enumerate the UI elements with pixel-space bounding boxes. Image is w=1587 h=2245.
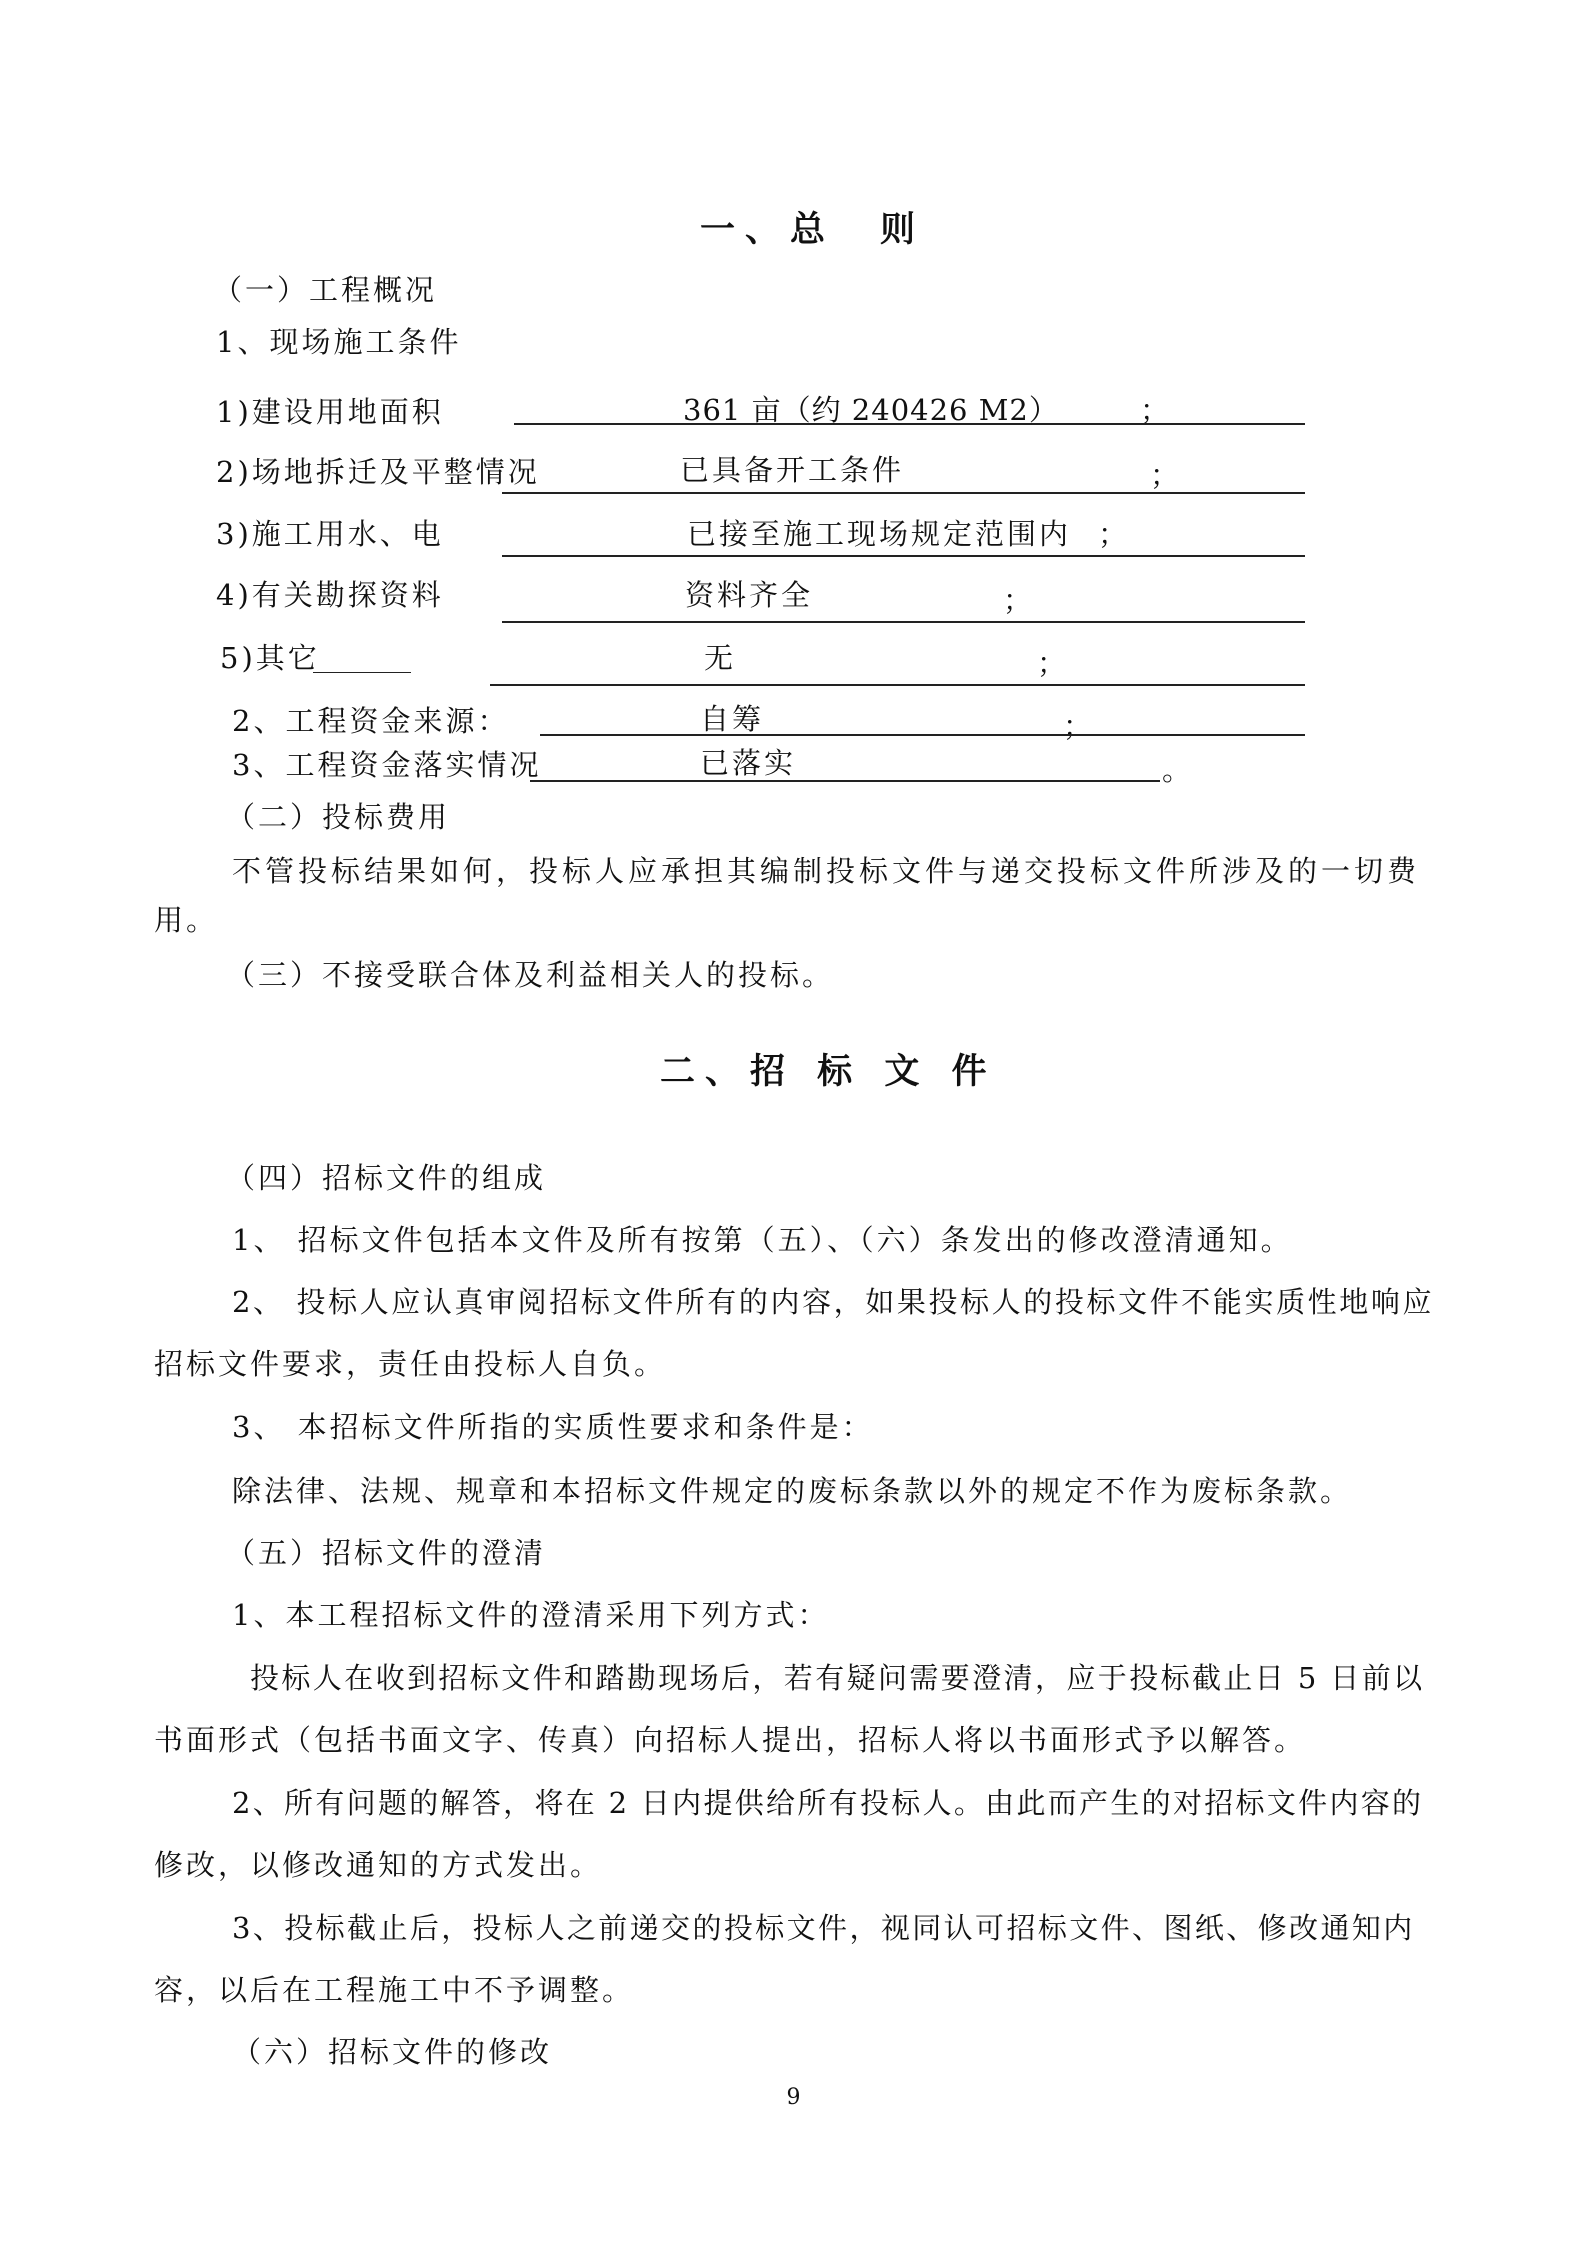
underline-water-power: [502, 555, 1305, 557]
row-label-site-clearing: 2)场地拆迁及平整情况: [216, 455, 540, 489]
row-value-land-area: 361 亩（约 240426 M2）: [683, 393, 1059, 427]
section2-title: 二、招 标 文 件: [660, 1052, 997, 1092]
item-funding-status-end: 。: [1162, 753, 1195, 787]
row-value-other: 无: [704, 641, 737, 675]
row-end-other: ；: [1037, 646, 1070, 680]
paragraph-line: 3、 本招标文件所指的实质性要求和条件是：: [232, 1410, 874, 1444]
item-funding-status-value: 已落实: [700, 746, 797, 780]
item-site-conditions: 1、现场施工条件: [216, 325, 462, 359]
row-value-water-power: 已接至施工现场规定范围内: [687, 517, 1072, 551]
underline-land-area: [514, 423, 1305, 425]
underline-other-short: [313, 672, 411, 673]
page-number: 9: [786, 2085, 801, 2110]
row-end-survey-data: ；: [1003, 583, 1036, 617]
row-value-site-clearing: 已具备开工条件: [680, 453, 905, 487]
row-value-survey-data: 资料齐全: [685, 578, 814, 612]
paragraph-line: 1、本工程招标文件的澄清采用下列方式：: [232, 1598, 830, 1632]
underline-other: [490, 684, 1305, 686]
item-funding-source-end: ；: [1063, 709, 1096, 743]
paragraph-line: 书面形式（包括书面文字、传真）向招标人提出，招标人将以书面形式予以解答。: [154, 1723, 1307, 1757]
paragraph-bid-costs-2: 用。: [154, 903, 219, 937]
underline-funding-status: [530, 780, 1160, 782]
paragraph-line: 2、所有问题的解答，将在 2 日内提供给所有投标人。由此而产生的对招标文件内容的: [232, 1786, 1424, 1820]
item-funding-source-label: 2、工程资金来源：: [232, 704, 510, 738]
row-label-survey-data: 4)有关勘探资料: [216, 578, 444, 612]
subheading-no-consortium: （三）不接受联合体及利益相关人的投标。: [226, 958, 835, 992]
row-end-site-clearing: ；: [1150, 458, 1183, 492]
subheading-doc-composition: （四）招标文件的组成: [226, 1161, 547, 1195]
row-end-water-power: ；: [1098, 517, 1131, 551]
paragraph-line: 3、投标截止后，投标人之前递交的投标文件，视同认可招标文件、图纸、修改通知内: [232, 1911, 1415, 1945]
item-funding-source-value: 自筹: [700, 702, 765, 736]
underline-site-clearing: [502, 492, 1305, 494]
row-label-water-power: 3)施工用水、电: [216, 517, 444, 551]
subheading-bid-costs: （二）投标费用: [226, 800, 451, 834]
paragraph-line: 修改，以修改通知的方式发出。: [154, 1848, 603, 1882]
subheading-project-overview: （一）工程概况: [213, 273, 438, 307]
paragraph-line: 除法律、法规、规章和本招标文件规定的废标条款以外的规定不作为废标条款。: [232, 1474, 1353, 1508]
paragraph-line: 投标人在收到招标文件和踏勘现场后，若有疑问需要澄清，应于投标截止日 5 日前以: [250, 1661, 1425, 1695]
paragraph-line: 2、 投标人应认真审阅招标文件所有的内容，如果投标人的投标文件不能实质性地响应: [232, 1285, 1435, 1319]
item-funding-status-label: 3、工程资金落实情况: [232, 748, 542, 782]
paragraph-bid-costs-1: 不管投标结果如何，投标人应承担其编制投标文件与递交投标文件所涉及的一切费: [232, 854, 1421, 888]
subheading-doc-clarification: （五）招标文件的澄清: [226, 1536, 547, 1570]
paragraph-line: 1、 招标文件包括本文件及所有按第（五）、（六）条发出的修改澄清通知。: [232, 1223, 1293, 1257]
row-end-land-area: ；: [1140, 393, 1173, 427]
subheading-doc-modification: （六）招标文件的修改: [232, 2035, 553, 2069]
underline-survey-data: [502, 621, 1305, 623]
underline-funding-source: [540, 734, 1305, 736]
row-label-other: 5)其它: [220, 641, 320, 675]
paragraph-line: 容，以后在工程施工中不予调整。: [154, 1973, 635, 2007]
row-label-land-area: 1)建设用地面积: [216, 395, 444, 429]
section1-title: 一、总 则: [700, 210, 926, 250]
paragraph-line: 招标文件要求，责任由投标人自负。: [154, 1347, 667, 1381]
